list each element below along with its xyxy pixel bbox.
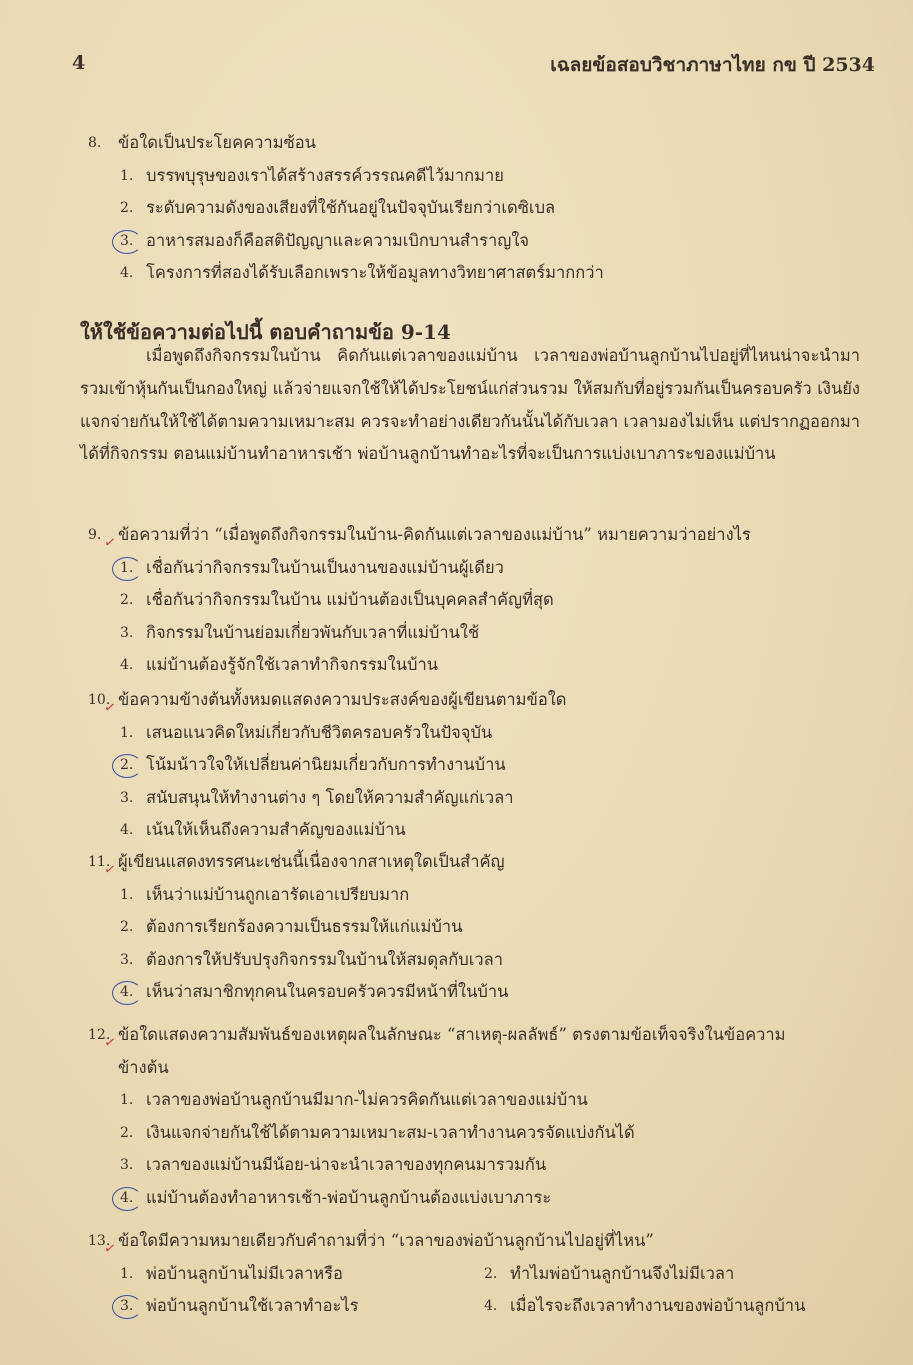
question-line bbox=[0, 127, 913, 160]
check-mark-icon: ✓ bbox=[102, 699, 118, 717]
question-number: 12. bbox=[88, 1027, 111, 1043]
running-header: เฉลยข้อสอบวิชาภาษาไทย กข ปี 2534 bbox=[550, 54, 875, 76]
question-text: ข้อความข้างต้นทั้งหมดแสดงความประสงค์ของผู้เขียนตามข้อใด bbox=[118, 690, 567, 709]
option-text: สนับสนุนให้ทำงานต่าง ๆ โดยให้ความสำคัญแก่เวลา bbox=[146, 787, 514, 807]
question-text: ผู้เขียนแสดงทรรศนะเช่นนี้เนื่องจากสาเหตุใดเป็นสำคัญ bbox=[118, 852, 505, 871]
option-number: 2. bbox=[120, 592, 134, 608]
answer-option bbox=[0, 552, 913, 585]
option-number: 2. bbox=[120, 1124, 134, 1141]
option-number: 1. bbox=[120, 167, 134, 184]
question-number: 8. bbox=[88, 135, 102, 151]
check-mark-icon: ✓ bbox=[102, 1240, 118, 1258]
question-line bbox=[0, 846, 913, 879]
option-number: 4. bbox=[120, 976, 138, 1009]
question-8 bbox=[0, 127, 913, 290]
answer-option bbox=[0, 1149, 913, 1182]
question-line bbox=[0, 1019, 913, 1052]
option-number: 2. bbox=[484, 1265, 498, 1282]
option-number: 1. bbox=[120, 724, 134, 741]
answer-option bbox=[0, 1117, 913, 1150]
question-number: 9. bbox=[88, 527, 102, 543]
option-text: เห็นว่าสมาชิกทุกคนในครอบครัวควรมีหน้าที่ในบ้าน bbox=[146, 982, 509, 1001]
option-number: 4. bbox=[120, 822, 134, 838]
option-number: 3. bbox=[120, 225, 138, 258]
question-line-continued bbox=[0, 1052, 913, 1085]
answer-option bbox=[0, 160, 913, 193]
question-number: 11. bbox=[88, 854, 111, 870]
option-number: 2. bbox=[120, 749, 138, 782]
option-text: บรรพบุรุษของเราได้สร้างสรรค์วรรณคดีไว้มากมาย bbox=[146, 165, 504, 185]
question-line bbox=[0, 1225, 913, 1258]
option-text: กิจกรรมในบ้านย่อมเกี่ยวพันกับเวลาที่แม่บ้านใช้ bbox=[146, 622, 480, 642]
option-text: ทำไมพ่อบ้านลูกบ้านจึงไม่มีเวลา bbox=[510, 1263, 735, 1283]
instruction-heading: ให้ใช้ข้อความต่อไปนี้ ตอบคำถามข้อ 9-14 bbox=[80, 320, 451, 344]
reading-passage: เมื่อพูดถึงกิจกรรมในบ้าน คิดกันแต่เวลาของแม่บ้าน เวลาของพ่อบ้านลูกบ้านไปอยู่ที่ไหนน่าจะนำมารวมเข้าหุ้นกันเป็นกองใหญ่ แล้วจ่ายแจกใช้ให้ได้ประโยชน์แก่ส่วนรวม ให้สมกับที่อยู่รวมกันเป็นครอบครัว เงินยังแจกจ่ายกันให้ใช้ได้ตามความเหมาะสม ควรจะทำอย่างเดียวกันนั้นได้กับเวลา เวลามองไม่เห็น แต่ปรากฏออกมาได้ที่กิจกรรม ตอนแม่บ้านทำอาหารเช้า พ่อบ้านลูกบ้านทำอะไรที่จะเป็นการแบ่งเบาภาระของแม่บ้าน bbox=[80, 346, 860, 464]
option-text: อาหารสมองก็คือสติปัญญาและความเบิกบานสำราญใจ bbox=[146, 230, 530, 250]
question-12 bbox=[0, 1019, 913, 1214]
option-number: 1. bbox=[120, 886, 134, 903]
option-text: แม่บ้านต้องทำอาหารเช้า-พ่อบ้านลูกบ้านต้องแบ่งเบาภาระ bbox=[146, 1187, 552, 1207]
question-text: ข้อใดแสดงความสัมพันธ์ของเหตุผลในลักษณะ “สาเหตุ-ผลลัพธ์” ตรงตามข้อเท็จจริงในข้อความ bbox=[118, 1025, 786, 1044]
option-number: 3. bbox=[120, 624, 134, 641]
option-number: 4. bbox=[484, 1298, 498, 1314]
option-text: พ่อบ้านลูกบ้านไม่มีเวลาหรือ bbox=[146, 1263, 343, 1283]
option-number: 1. bbox=[120, 1092, 134, 1108]
answer-option bbox=[0, 257, 913, 290]
check-mark-icon: ✓ bbox=[102, 1034, 118, 1052]
option-number: 1. bbox=[120, 1265, 134, 1282]
option-text: เชื่อกันว่ากิจกรรมในบ้าน แม่บ้านต้องเป็นบุคคลสำคัญที่สุด bbox=[146, 590, 554, 609]
answer-option bbox=[0, 1258, 735, 1291]
option-number: 2. bbox=[120, 919, 134, 935]
option-number: 3. bbox=[120, 951, 134, 968]
option-number: 4. bbox=[120, 657, 134, 673]
option-text: ต้องการให้ปรับปรุงกิจกรรมในบ้านให้สมดุลกับเวลา bbox=[146, 949, 503, 969]
option-number: 3. bbox=[120, 1290, 138, 1323]
option-text: เน้นให้เห็นถึงความสำคัญของแม่บ้าน bbox=[146, 820, 406, 839]
option-text: เงินแจกจ่ายกันใช้ได้ตามความเหมาะสม-เวลาทำงานควรจัดแบ่งกันได้ bbox=[146, 1122, 635, 1142]
question-text: ข้อความที่ว่า “เมื่อพูดถึงกิจกรรมในบ้าน-คิดกันแต่เวลาของแม่บ้าน” หมายความว่าอย่างไร bbox=[118, 525, 751, 544]
option-text: เชื่อกันว่ากิจกรรมในบ้านเป็นงานของแม่บ้านผู้เดียว bbox=[146, 557, 504, 577]
question-number: 13. bbox=[88, 1233, 111, 1249]
answer-option bbox=[0, 749, 913, 782]
check-mark-icon: ✓ bbox=[102, 861, 118, 879]
option-text: เห็นว่าแม่บ้านถูกเอารัดเอาเปรียบมาก bbox=[146, 884, 410, 904]
answer-option bbox=[0, 649, 913, 682]
answer-option bbox=[0, 584, 913, 617]
answer-option bbox=[0, 1290, 806, 1323]
answer-option bbox=[0, 1084, 913, 1117]
option-number: 1. bbox=[120, 552, 138, 585]
question-13 bbox=[0, 1225, 913, 1323]
question-line bbox=[0, 684, 913, 717]
answer-option bbox=[0, 617, 913, 650]
option-text: เวลาของพ่อบ้านลูกบ้านมีมาก-ไม่ควรคิดกันแต่เวลาของแม่บ้าน bbox=[146, 1090, 588, 1109]
answer-option bbox=[0, 879, 913, 912]
option-text: เมื่อไรจะถึงเวลาทำงานของพ่อบ้านลูกบ้าน bbox=[510, 1296, 806, 1315]
question-number: 10. bbox=[88, 692, 111, 708]
option-number: 4. bbox=[120, 265, 134, 281]
option-text: โครงการที่สองได้รับเลือกเพราะให้ข้อมูลทางวิทยาศาสตร์มากกว่า bbox=[146, 263, 604, 282]
answer-option bbox=[0, 192, 913, 225]
option-number: 3. bbox=[120, 789, 134, 806]
option-number: 4. bbox=[120, 1182, 138, 1215]
page-number: 4 bbox=[72, 52, 86, 74]
question-line bbox=[0, 519, 913, 552]
question-text: ข้อใดเป็นประโยคความซ้อน bbox=[118, 133, 316, 152]
option-text: เวลาของแม่บ้านมีน้อย-น่าจะนำเวลาของทุกคนมารวมกัน bbox=[146, 1155, 547, 1174]
answer-option bbox=[0, 911, 913, 944]
question-text: ข้อใดมีความหมายเดียวกับคำถามที่ว่า “เวลาของพ่อบ้านลูกบ้านไปอยู่ที่ไหน” bbox=[118, 1231, 654, 1250]
option-text: ต้องการเรียกร้องความเป็นธรรมให้แก่แม่บ้าน bbox=[146, 917, 463, 936]
answer-option bbox=[0, 814, 913, 847]
option-text: แม่บ้านต้องรู้จักใช้เวลาทำกิจกรรมในบ้าน bbox=[146, 655, 439, 674]
option-text: ระดับความดังของเสียงที่ใช้กันอยู่ในปัจจุบันเรียกว่าเดซิเบล bbox=[146, 198, 556, 217]
question-9 bbox=[0, 519, 913, 682]
question-11 bbox=[0, 846, 913, 1009]
answer-option bbox=[0, 976, 913, 1009]
question-10 bbox=[0, 684, 913, 847]
option-text: เสนอแนวคิดใหม่เกี่ยวกับชีวิตครอบครัวในปัจจุบัน bbox=[146, 722, 493, 742]
option-number: 2. bbox=[120, 200, 134, 216]
answer-option bbox=[0, 717, 913, 750]
option-text: โน้มน้าวใจให้เปลี่ยนค่านิยมเกี่ยวกับการทำงานบ้าน bbox=[146, 755, 506, 774]
answer-option bbox=[0, 225, 913, 258]
question-text-continued: ข้างต้น bbox=[118, 1057, 169, 1077]
check-mark-icon: ✓ bbox=[102, 534, 118, 552]
option-text: พ่อบ้านลูกบ้านใช้เวลาทำอะไร bbox=[146, 1296, 359, 1315]
option-number: 3. bbox=[120, 1157, 134, 1173]
answer-option bbox=[0, 782, 913, 815]
answer-option bbox=[0, 1182, 913, 1215]
answer-option bbox=[0, 944, 913, 977]
